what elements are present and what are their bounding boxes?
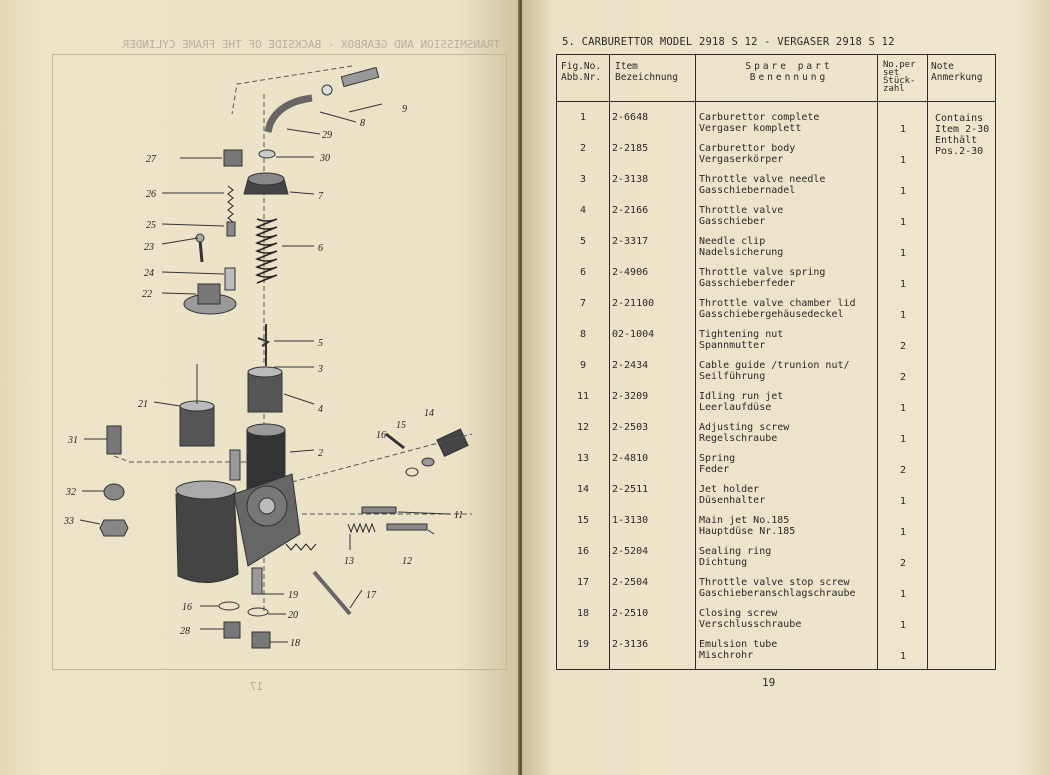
- quantity: 2: [899, 465, 907, 476]
- fig-number: 6: [579, 267, 587, 278]
- part-name-english: Carburettor body: [699, 143, 796, 154]
- part-name-english: Throttle valve: [699, 205, 784, 216]
- table-row: [557, 264, 995, 295]
- quantity: 1: [899, 527, 907, 538]
- callout-32: 32: [66, 487, 76, 498]
- quantity: 2: [899, 341, 907, 352]
- item-number: 2-3209: [612, 391, 649, 402]
- part-name-german: Düsenhalter: [699, 495, 766, 506]
- part-name: [699, 298, 879, 320]
- callout-18: 18: [290, 638, 300, 649]
- item-number: 2-4810: [612, 453, 649, 464]
- fig-number: 11: [576, 391, 590, 402]
- fig-number: 17: [576, 577, 590, 588]
- part-name-german: Verschlusschraube: [699, 619, 802, 630]
- part-name-english: Throttle valve spring: [699, 267, 826, 278]
- quantity: 1: [899, 186, 907, 197]
- part-name-english: Throttle valve needle: [699, 174, 826, 185]
- item-number: 2-5204: [612, 546, 649, 557]
- part-name-german: Gasschiebernadel: [699, 185, 796, 196]
- table-row: [557, 140, 995, 171]
- quantity: 1: [899, 155, 907, 166]
- header-rule: [557, 101, 995, 102]
- page-number: 19: [762, 676, 776, 689]
- table-row: [557, 388, 995, 419]
- part-name-english: Sealing ring: [699, 546, 772, 557]
- part-name-english: Carburettor complete: [699, 112, 820, 123]
- part-name-german: Leerlaufdüse: [699, 402, 772, 413]
- part-name: [699, 329, 879, 351]
- table-row: [557, 326, 995, 357]
- part-name: [699, 515, 879, 537]
- part-name-english: Needle clip: [699, 236, 766, 247]
- quantity: 1: [899, 651, 907, 662]
- header-fig-no: Fig.No. Abb.Nr.: [561, 61, 602, 83]
- callout-31: 31: [68, 435, 78, 446]
- part-name-german: Dichtung: [699, 557, 748, 568]
- quantity: 2: [899, 558, 907, 569]
- callout-23: 23: [144, 242, 154, 253]
- part-name-german: Gaschieberanschlagschraube: [699, 588, 856, 599]
- callout-2: 2: [318, 448, 323, 459]
- part-name: [699, 360, 879, 382]
- part-name-english: Closing screw: [699, 608, 778, 619]
- quantity: 1: [899, 589, 907, 600]
- table-row: [557, 636, 995, 667]
- callout-16-upper: 16: [376, 430, 386, 441]
- item-number: 2-2503: [612, 422, 649, 433]
- callout-28: 28: [180, 626, 190, 637]
- table-row: [557, 171, 995, 202]
- callout-19: 19: [288, 590, 298, 601]
- callout-21: 21: [138, 399, 148, 410]
- quantity: 2: [899, 372, 907, 383]
- fig-number: 3: [579, 174, 587, 185]
- table-row: [557, 543, 995, 574]
- part-name-german: Gasschiebergehäusedeckel: [699, 309, 844, 320]
- callout-30: 30: [320, 153, 330, 164]
- callout-13: 13: [344, 556, 354, 567]
- fig-number: 12: [576, 422, 590, 433]
- table-row: [557, 295, 995, 326]
- part-name-german: Vergaser komplett: [699, 123, 802, 134]
- callout-25: 25: [146, 220, 156, 231]
- part-name-german: Vergaserkörper: [699, 154, 784, 165]
- fig-number: 14: [576, 484, 590, 495]
- part-name-german: Hauptdüse Nr.185: [699, 526, 796, 537]
- item-number: 2-2504: [612, 577, 649, 588]
- callout-8: 8: [360, 118, 365, 129]
- table-row: [557, 357, 995, 388]
- item-number: 2-2511: [612, 484, 649, 495]
- callout-5: 5: [318, 338, 323, 349]
- callout-14: 14: [424, 408, 434, 419]
- item-number: 2-2510: [612, 608, 649, 619]
- part-name-english: Jet holder: [699, 484, 760, 495]
- part-name-english: Tightening nut: [699, 329, 784, 340]
- quantity: 1: [899, 403, 907, 414]
- table-row: [557, 574, 995, 605]
- part-name-english: Main jet No.185: [699, 515, 790, 526]
- callout-7: 7: [318, 191, 323, 202]
- item-number: 2-6648: [612, 112, 649, 123]
- callout-12: 12: [402, 556, 412, 567]
- table-row: [557, 202, 995, 233]
- part-name: [699, 608, 879, 630]
- quantity: 1: [899, 496, 907, 507]
- header-spare-part: Spare part Benennung: [745, 61, 833, 83]
- callout-24: 24: [144, 268, 154, 279]
- quantity: 1: [899, 124, 907, 135]
- part-name: [699, 546, 879, 568]
- item-number: 1-3130: [612, 515, 649, 526]
- show-through-page-number: 17: [250, 680, 264, 693]
- table-row: [557, 233, 995, 264]
- callout-17: 17: [366, 590, 376, 601]
- part-name: [699, 422, 879, 444]
- part-name-english: Cable guide /trunion nut/: [699, 360, 850, 371]
- fig-number: 15: [576, 515, 590, 526]
- part-name-german: Mischrohr: [699, 650, 754, 661]
- callout-22: 22: [142, 289, 152, 300]
- header-note: Note Anmerkung: [931, 61, 983, 83]
- fig-number: 19: [576, 639, 590, 650]
- part-name: [699, 577, 879, 599]
- show-through-heading: TRANSMISSION AND GEARBOX - BACKSIDE OF THE FRAME CYLINDER: [122, 38, 500, 51]
- callout-29: 29: [322, 130, 332, 141]
- section-title: 5. CARBURETTOR MODEL 2918 S 12 - VERGASER 2918 S 12: [562, 36, 895, 48]
- fig-number: 13: [576, 453, 590, 464]
- table-row: [557, 605, 995, 636]
- table-row: [557, 512, 995, 543]
- part-name: [699, 205, 879, 227]
- part-name: [699, 267, 879, 289]
- fig-number: 7: [579, 298, 587, 309]
- part-name: [699, 112, 879, 134]
- callout-27: 27: [146, 154, 156, 165]
- item-number: 2-21100: [612, 298, 655, 309]
- callout-6: 6: [318, 243, 323, 254]
- part-name-german: Nadelsicherung: [699, 247, 784, 258]
- quantity: 1: [899, 248, 907, 259]
- part-name: [699, 484, 879, 506]
- part-name: [699, 236, 879, 258]
- table-row: [557, 450, 995, 481]
- part-name-english: Throttle valve chamber lid: [699, 298, 856, 309]
- fig-number: 16: [576, 546, 590, 557]
- item-number: 2-3317: [612, 236, 649, 247]
- item-number: 2-3138: [612, 174, 649, 185]
- part-name: [699, 453, 879, 475]
- part-name-german: Feder: [699, 464, 730, 475]
- callout-26: 26: [146, 189, 156, 200]
- part-name-english: Spring: [699, 453, 736, 464]
- item-number: 02-1004: [612, 329, 655, 340]
- quantity: 1: [899, 217, 907, 228]
- item-number: 2-3136: [612, 639, 649, 650]
- table-row: [557, 419, 995, 450]
- table-row: [557, 481, 995, 512]
- part-name-english: Throttle valve stop screw: [699, 577, 850, 588]
- fig-number: 18: [576, 608, 590, 619]
- quantity: 1: [899, 279, 907, 290]
- table-row: [557, 109, 995, 140]
- part-name: [699, 391, 879, 413]
- fig-number: 9: [579, 360, 587, 371]
- part-name-english: Adjusting screw: [699, 422, 790, 433]
- item-number: 2-4906: [612, 267, 649, 278]
- part-name-german: Seilführung: [699, 371, 766, 382]
- part-name: [699, 174, 879, 196]
- item-number: 2-2185: [612, 143, 649, 154]
- callout-4: 4: [318, 404, 323, 415]
- callout-16-lower: 16: [182, 602, 192, 613]
- callout-15: 15: [396, 420, 406, 431]
- carburettor-exploded-diagram: [52, 54, 505, 668]
- fig-number: 2: [579, 143, 587, 154]
- callout-33: 33: [64, 516, 74, 527]
- part-name-german: Spannmutter: [699, 340, 766, 351]
- item-number: 2-2434: [612, 360, 649, 371]
- spare-parts-table: [556, 54, 996, 670]
- callout-11: 11: [454, 510, 464, 521]
- header-item: Item Bezeichnung: [615, 61, 678, 83]
- callout-3: 3: [318, 364, 323, 375]
- item-number: 2-2166: [612, 205, 649, 216]
- fig-number: 4: [579, 205, 587, 216]
- header-quantity: No.per set Stück- zahl: [883, 60, 916, 94]
- quantity: 1: [899, 434, 907, 445]
- fig-number: 8: [579, 329, 587, 340]
- fig-number: 5: [579, 236, 587, 247]
- quantity: 1: [899, 310, 907, 321]
- part-name: [699, 143, 879, 165]
- callout-20: 20: [288, 610, 298, 621]
- part-name-german: Gasschieberfeder: [699, 278, 796, 289]
- note-cell: Contains Item 2-30 Enthält Pos.2-30: [935, 113, 990, 157]
- fig-number: 1: [579, 112, 587, 123]
- callout-9: 9: [402, 104, 407, 115]
- quantity: 1: [899, 620, 907, 631]
- part-name-english: Idling run jet: [699, 391, 784, 402]
- part-name-english: Emulsion tube: [699, 639, 778, 650]
- part-name-german: Gasschieber: [699, 216, 766, 227]
- part-name: [699, 639, 879, 661]
- part-name-german: Regelschraube: [699, 433, 778, 444]
